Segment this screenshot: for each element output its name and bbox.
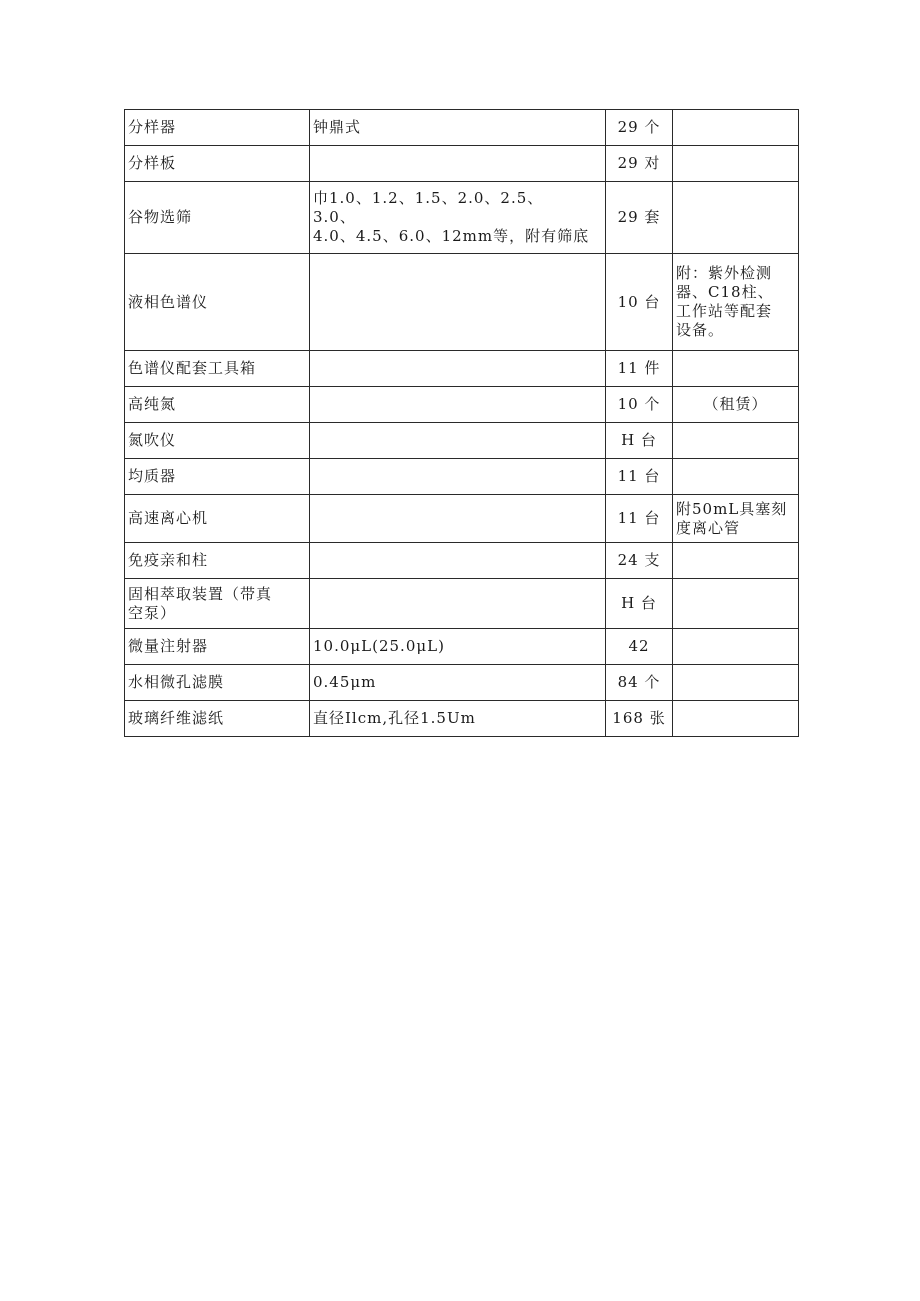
- item-note-cell: [673, 110, 799, 146]
- item-spec-cell: [310, 423, 606, 459]
- item-note-cell: [673, 423, 799, 459]
- item-note-cell: [673, 459, 799, 495]
- item-name-cell: 液相色谱仪: [125, 254, 310, 351]
- item-spec-cell: 0.45μm: [310, 665, 606, 701]
- item-quantity-cell: 29 对: [606, 146, 673, 182]
- item-note-cell: （租赁）: [673, 387, 799, 423]
- item-quantity-cell: 11 台: [606, 495, 673, 543]
- item-quantity-cell: 168 张: [606, 701, 673, 737]
- item-spec-cell: 10.0μL(25.0μL): [310, 629, 606, 665]
- table-row: [125, 254, 799, 351]
- item-quantity-cell: 24 支: [606, 543, 673, 579]
- equipment-table: [124, 109, 799, 737]
- item-spec-cell: 巾1.0、1.2、1.5、2.0、2.5、 3.0、 4.0、4.5、6.0、12mm等，附有筛底: [310, 182, 606, 254]
- item-quantity-cell: 29 套: [606, 182, 673, 254]
- table-row: [125, 146, 799, 182]
- item-name-cell: 固相萃取装置（带真 空泵）: [125, 579, 310, 629]
- item-spec-cell: 钟鼎式: [310, 110, 606, 146]
- item-quantity-cell: 84 个: [606, 665, 673, 701]
- item-note-cell: [673, 543, 799, 579]
- item-spec-cell: [310, 351, 606, 387]
- item-name-cell: 水相微孔滤膜: [125, 665, 310, 701]
- item-quantity-cell: H 台: [606, 579, 673, 629]
- item-note-cell: [673, 146, 799, 182]
- item-name-cell: 免疫亲和柱: [125, 543, 310, 579]
- equipment-table-body: [125, 110, 799, 737]
- table-row: [125, 110, 799, 146]
- item-note-cell: [673, 351, 799, 387]
- table-row: [125, 387, 799, 423]
- item-spec-cell: [310, 146, 606, 182]
- item-quantity-cell: 11 件: [606, 351, 673, 387]
- item-quantity-cell: 10 台: [606, 254, 673, 351]
- item-spec-cell: [310, 254, 606, 351]
- item-name-cell: 高纯氮: [125, 387, 310, 423]
- item-note-cell: 附50mL具塞刻 度离心管: [673, 495, 799, 543]
- item-quantity-cell: H 台: [606, 423, 673, 459]
- table-row: [125, 629, 799, 665]
- item-note-cell: 附：紫外检测 器、C18柱、 工作站等配套 设备。: [673, 254, 799, 351]
- table-row: [125, 701, 799, 737]
- table-row: [125, 665, 799, 701]
- table-row: [125, 182, 799, 254]
- table-row: [125, 423, 799, 459]
- item-name-cell: 谷物选筛: [125, 182, 310, 254]
- item-note-cell: [673, 629, 799, 665]
- item-note-cell: [673, 579, 799, 629]
- item-name-cell: 高速离心机: [125, 495, 310, 543]
- item-spec-cell: [310, 543, 606, 579]
- item-name-cell: 分样器: [125, 110, 310, 146]
- item-quantity-cell: 42: [606, 629, 673, 665]
- item-spec-cell: [310, 387, 606, 423]
- table-row: [125, 579, 799, 629]
- item-quantity-cell: 29 个: [606, 110, 673, 146]
- item-spec-cell: [310, 579, 606, 629]
- item-name-cell: 色谱仪配套工具箱: [125, 351, 310, 387]
- table-row: [125, 459, 799, 495]
- item-note-cell: [673, 182, 799, 254]
- item-spec-cell: [310, 495, 606, 543]
- item-quantity-cell: 11 台: [606, 459, 673, 495]
- table-row: [125, 543, 799, 579]
- item-name-cell: 分样板: [125, 146, 310, 182]
- item-name-cell: 均质器: [125, 459, 310, 495]
- item-spec-cell: [310, 459, 606, 495]
- item-quantity-cell: 10 个: [606, 387, 673, 423]
- item-name-cell: 氮吹仪: [125, 423, 310, 459]
- item-note-cell: [673, 665, 799, 701]
- item-spec-cell: 直径Ilcm,孔径1.5Um: [310, 701, 606, 737]
- item-name-cell: 微量注射器: [125, 629, 310, 665]
- item-note-cell: [673, 701, 799, 737]
- table-row: [125, 495, 799, 543]
- table-row: [125, 351, 799, 387]
- item-name-cell: 玻璃纤维滤纸: [125, 701, 310, 737]
